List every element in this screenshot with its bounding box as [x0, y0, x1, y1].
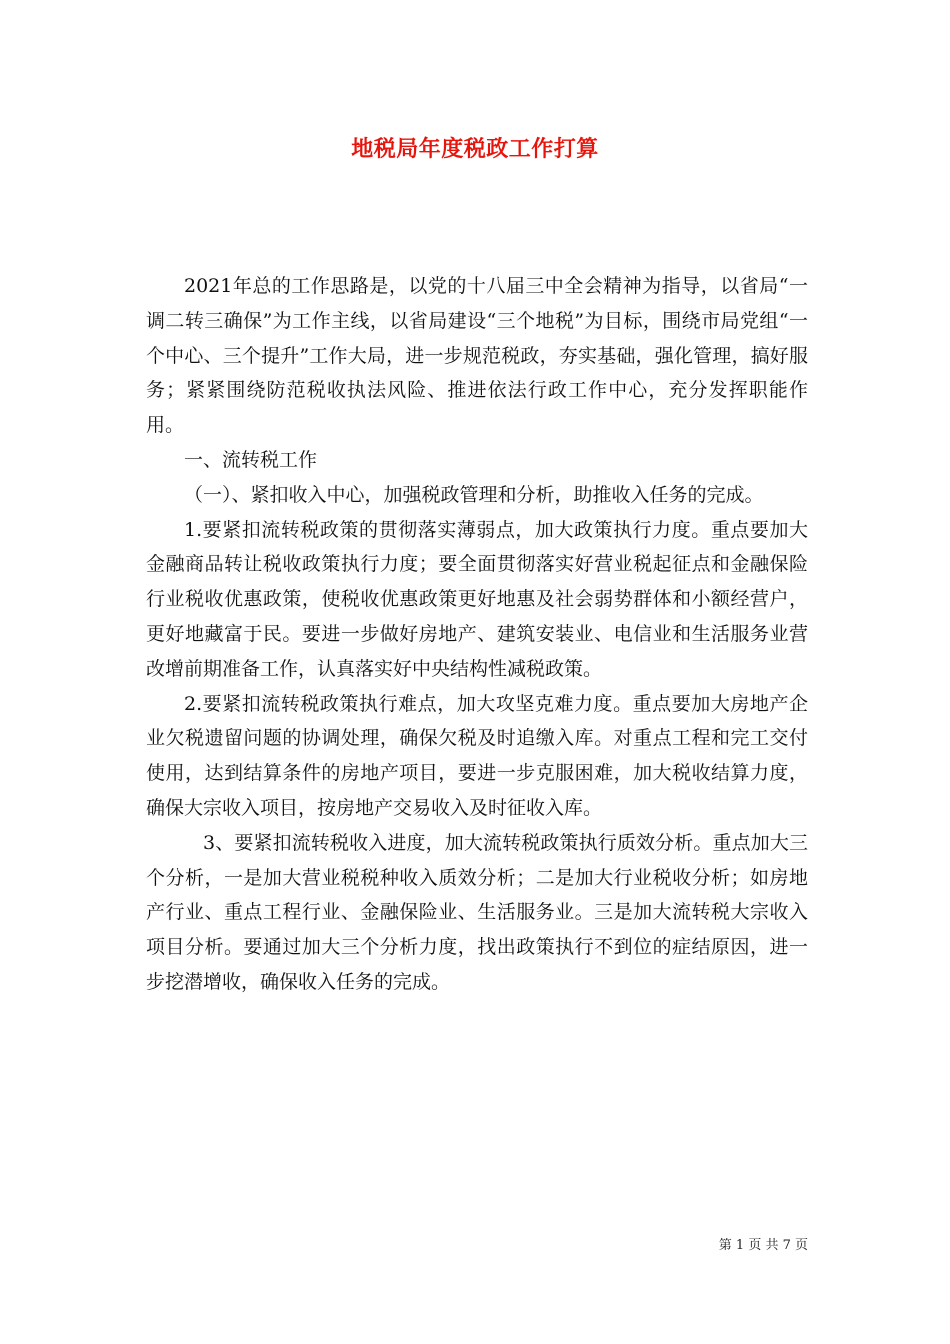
paragraph-item-1: 1.要紧扣流转税政策的贯彻落实薄弱点，加大政策执行力度。重点要加大金融商品转让税收政策执行力度；要全面贯彻落实好营业税起征点和金融保险行业税收优惠政策，使税收优惠政策更好地惠及社会弱势群体和小额经营户，更好地藏富于民。要进一步做好房地产、建筑安装业、电信业和生活服务业营改增前期准备工作，认真落实好中央结构性减税政策。: [146, 518, 808, 680]
paragraph-intro: 2021年总的工作思路是，以党的十八届三中全会精神为指导，以省局“一调二转三确保”为工作主线，以省局建设“三个地税”为目标，围绕市局党组“一个中心、三个提升”工作大局，进一步规范税政，夯实基础，强化管理，搞好服务；紧紧围绕防范税收执法风险、推进依法行政工作中心，充分发挥职能作用。: [146, 275, 808, 437]
paragraph-item-2: 2.要紧扣流转税政策执行难点，加大攻坚克难力度。重点要加大房地产企业欠税遗留问题的协调处理，确保欠税及时追缴入库。对重点工程和完工交付使用，达到结算条件的房地产项目，要进一步克服困难，加大税收结算力度，确保大宗收入项目，按房地产交易收入及时征收入库。: [146, 692, 808, 819]
document-title: 地税局年度税政工作打算: [351, 136, 599, 162]
paragraph-item-3: 3、要紧扣流转税收入进度，加大流转税政策执行质效分析。重点加大三个分析，一是加大营业税税种收入质效分析；二是加大行业税收分析；如房地产行业、重点工程行业、金融保险业、生活服务业。三是加大流转税大宗收入项目分析。要通过加大三个分析力度，找出政策执行不到位的症结原因，进一步挖潜增收，确保收入任务的完成。: [146, 831, 808, 993]
document-body: [146, 269, 808, 1000]
section-heading: 一、流转税工作: [184, 448, 318, 471]
page-number: 第 1 页 共 7 页: [718, 1238, 808, 1253]
subsection-heading: （一）、紧扣收入中心，加强税政管理和分析，助推收入任务的完成。: [184, 483, 764, 506]
